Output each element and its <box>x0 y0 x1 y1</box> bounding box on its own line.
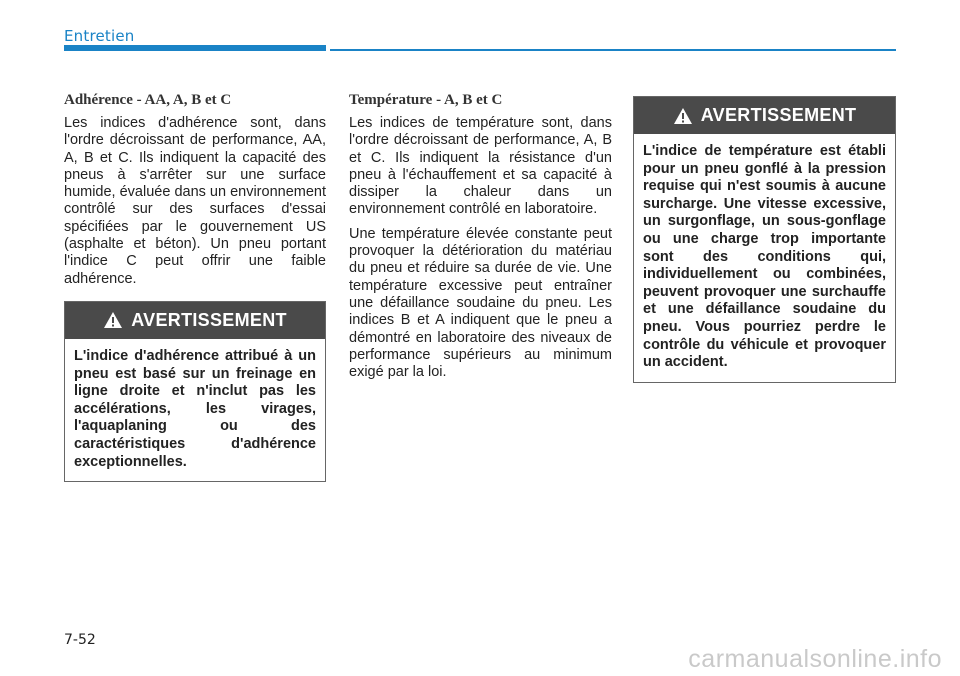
page-number: 7-52 <box>64 632 96 648</box>
warning-header <box>634 97 895 134</box>
traction-paragraph: Les indices d'adhérence sont, dans l'ordre décroissant de performance, AA, A, B et C. Ils indiquent la capacité des pneus à s'arrêter sur une surface humide, évaluée dans un environnement contrôlé sur des surfaces d'essai spécifiées par le gouvernement US (asphalte et béton). Un pneu portant l'indice C peut offrir une faible adhérence. <box>64 115 326 287</box>
column-right <box>633 96 896 383</box>
warning-triangle-icon <box>103 311 123 329</box>
temperature-paragraph-2: Une température élevée constante peut provoquer la détérioration du matériau du pneu et réduire sa durée de vie. Une température excessive peut entraîner une défaillance soudaine du pneu. Les indices B et A indiquent que le pneu a démontré en laboratoire des niveaux de performance supérieurs au minimum exigé par la loi. <box>349 225 612 381</box>
column-middle <box>349 92 612 388</box>
warning-title: AVERTISSEMENT <box>700 105 857 125</box>
warning-triangle-icon <box>673 107 693 125</box>
warning-header <box>65 302 325 339</box>
section-title: Entretien <box>64 27 135 45</box>
warning-text: L'indice d'adhérence attribué à un pneu est basé sur un freinage en ligne droite et n'inclut pas les accélérations, les virages, l'aquaplaning ou des caractéristiques d'adhérence exceptionnelles. <box>74 347 316 470</box>
column-left <box>64 92 326 482</box>
header-rule-thick <box>64 45 326 51</box>
watermark-text: carmanualsonline.info <box>688 645 942 673</box>
traction-heading: Adhérence - AA, A, B et C <box>64 92 232 108</box>
warning-text: L'indice de température est établi pour un pneu gonflé à la pression requise qui n'est soumis à aucune surcharge. Une vitesse excessive, un surgonflage, un sous-gonflage ou une charge trop importante sont des conditions qui, individuellement ou combinées, peuvent provoquer une surchauffe et une défaillance soudaine du pneu. Vous pourriez perdre le contrôle du véhicule et provoquer un accident. <box>643 143 886 371</box>
traction-warning-box <box>64 301 326 482</box>
warning-title: AVERTISSEMENT <box>131 309 287 330</box>
temperature-paragraph-1: Les indices de température sont, dans l'ordre décroissant de performance, A, B et C. Ils indiquent la résistance d'un pneu à l'échauffement et sa capacité à dissiper la chaleur dans un environnement contrôlé en laboratoire. <box>349 115 612 218</box>
temperature-heading: Température - A, B et C <box>349 92 503 108</box>
temperature-warning-box <box>633 96 896 383</box>
header-rule-thin <box>330 49 896 51</box>
